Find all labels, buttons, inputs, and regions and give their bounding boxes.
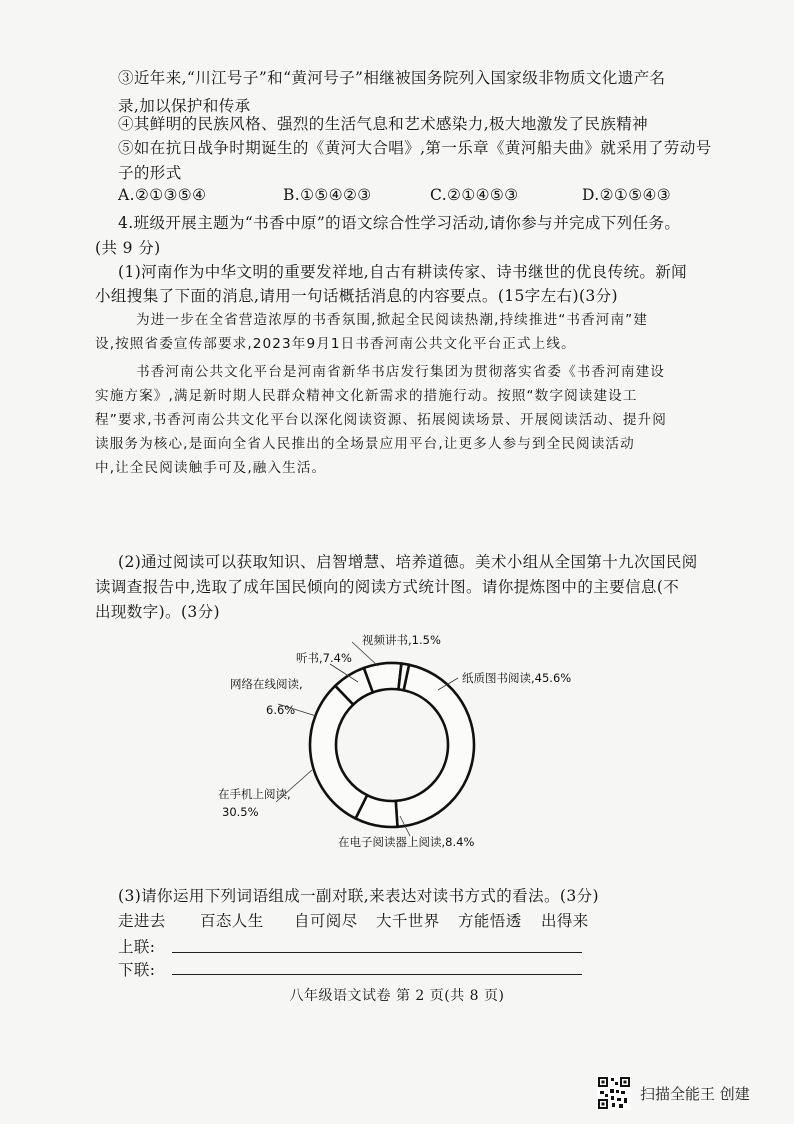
sub-question-2-line3: 出现数字)。(3分) — [95, 603, 221, 621]
choice-b[interactable]: B.①⑤④②③ — [283, 186, 372, 204]
news-line-5: 程”要求,书香河南公共文化平台以深化阅读资源、拓展阅读场景、开展阅读活动、提升阅 — [95, 412, 667, 428]
donut-ring — [276, 642, 474, 836]
news-line-1: 为进一步在全省营造浓厚的书香氛围,掀起全民阅读热潮,持续推进“书香河南”建 — [136, 312, 649, 328]
choice-a[interactable]: A.②①③⑤④ — [118, 186, 207, 204]
page-footer: 八年级语文试卷 第 2 页(共 8 页) — [289, 988, 505, 1004]
option-3-text: ③近年来,“川江号子”和“黄河号子”相继被国务院列入国家级非物质文化遗产名 — [118, 69, 666, 87]
news-line-6: 读服务为核心,是面向全省人民推出的全场景应用平台,让更多人参与到全民阅读活动 — [95, 436, 635, 452]
qr-code-icon — [597, 1076, 631, 1110]
sub-question-1-line1: (1)河南作为中华文明的重要发祥地,自古有耕读传家、诗书继世的优良传统。新闻 — [118, 263, 688, 281]
upper-couplet-answer-line[interactable] — [172, 952, 582, 953]
scanner-brand-label: 扫描全能王 创建 — [640, 1085, 750, 1103]
option-5-text: ⑤如在抗日战争时期诞生的《黄河大合唱》,第一乐章《黄河船夫曲》就采用了劳动号 — [118, 139, 712, 157]
label-ereader: 在电子阅读器上阅读,8.4% — [338, 835, 475, 849]
option-4-text: ④其鲜明的民族风格、强烈的生活气息和艺术感染力,极大地激发了民族精神 — [118, 115, 649, 133]
sub-question-2-line1: (2)通过阅读可以获取知识、启智增慧、培养道德。美术小组从全国第十九次国民阅 — [118, 553, 698, 571]
word-6: 出得来 — [541, 912, 589, 930]
sub-question-1-line2: 小组搜集了下面的消息,请用一句话概括消息的内容要点。(15字左右)(3分) — [95, 287, 619, 305]
upper-couplet-label: 上联: — [118, 938, 156, 956]
label-audiobook: 听书,7.4% — [296, 651, 352, 665]
option-3-text-cont: 录,加以保护和传承 — [118, 97, 251, 115]
label-online-line1: 网络在线阅读, — [230, 677, 303, 691]
news-line-3: 书香河南公共文化平台是河南省新华书店发行集团为贯彻落实省委《书香河南建设 — [136, 364, 665, 380]
question-4-intro-cont: (共 9 分) — [95, 239, 161, 257]
lower-couplet-answer-line[interactable] — [172, 974, 582, 975]
donut-slice-2 — [310, 686, 367, 819]
word-3: 自可阅尽 — [294, 912, 358, 930]
lower-couplet-label: 下联: — [118, 961, 156, 979]
sub-question-2-line2: 读调查报告中,选取了成年国民倾向的阅读方式统计图。请你提炼图中的主要信息(不 — [95, 578, 680, 596]
word-2: 百态人生 — [200, 912, 264, 930]
word-5: 方能悟透 — [458, 912, 522, 930]
label-online-line2: 6.6% — [266, 703, 296, 717]
option-5-text-cont: 子的形式 — [118, 164, 182, 182]
question-4-intro: 4.班级开展主题为“书香中原”的语文综合性学习活动,请你参与并完成下列任务。 — [118, 214, 681, 232]
label-video: 视频讲书,1.5% — [362, 633, 441, 647]
news-line-7: 中,让全民阅读触手可及,融入生活。 — [95, 460, 327, 476]
donut-slice-0 — [396, 665, 474, 827]
sub-question-3-line1: (3)请你运用下列词语组成一副对联,来表达对读书方式的看法。(3分) — [118, 887, 599, 905]
choice-d[interactable]: D.②①⑤④③ — [582, 186, 672, 204]
reading-method-donut-chart — [200, 620, 620, 855]
label-phone-line1: 在手机上阅读, — [218, 787, 291, 801]
news-line-2: 设,按照省委宣传部要求,2023年9月1日书香河南公共文化平台正式上线。 — [95, 336, 576, 352]
word-4: 大千世界 — [376, 912, 440, 930]
news-line-4: 实施方案》,满足新时期人民群众精神文化新需求的措施行动。按照“数字阅读建设工 — [95, 388, 638, 404]
choice-c[interactable]: C.②①④⑤③ — [430, 186, 519, 204]
label-paper: 纸质图书阅读,45.6% — [462, 671, 572, 685]
label-phone-line2: 30.5% — [222, 805, 259, 819]
word-1: 走进去 — [118, 912, 166, 930]
